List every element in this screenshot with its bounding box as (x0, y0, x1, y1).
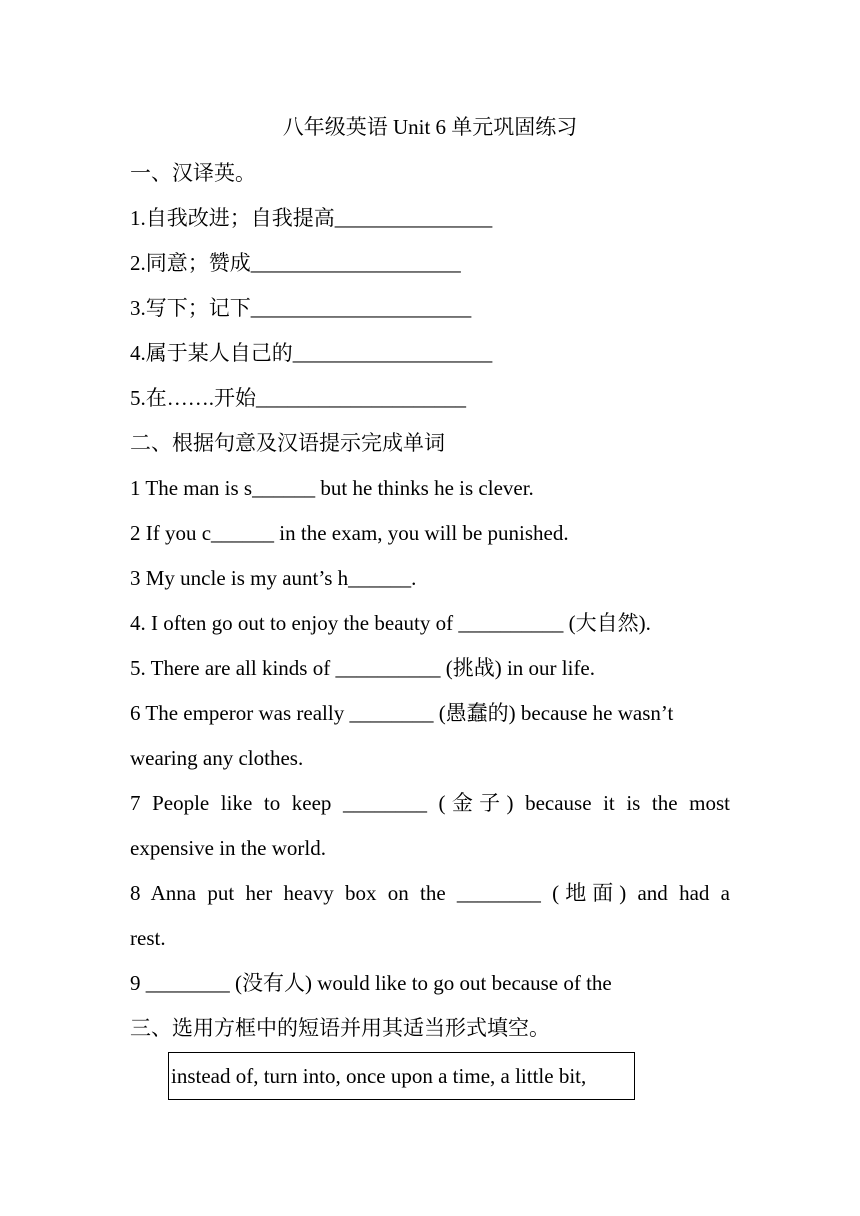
section-2-item-9: 9 ________ (没有人) would like to go out because of the (130, 971, 612, 995)
phrase-box: instead of, turn into, once upon a time, a little bit, (168, 1052, 635, 1100)
section-2-item-5: 5. There are all kinds of __________ (挑战) in our life. (130, 656, 596, 680)
section-3-heading: 三、选用方框中的短语并用其适当形式填空。 (130, 1016, 550, 1040)
section-2-item-1: 1 The man is s______ but he thinks he is clever. (130, 476, 534, 500)
page-title: 八年级英语 Unit 6 单元巩固练习 (282, 115, 578, 139)
section-2-item-3: 3 My uncle is my aunt’s h______. (130, 566, 417, 590)
section-1-item-2: 2.同意；赞成____________________ (130, 251, 461, 275)
section-1-item-3: 3.写下；记下_____________________ (130, 296, 472, 320)
section-1-heading: 一、汉译英。 (130, 161, 256, 185)
section-1-item-1: 1.自我改进；自我提高_______________ (130, 206, 493, 230)
section-2-item-7: 7 People like to keep ________ (金子) because it is the most (130, 791, 730, 815)
section-2-item-4: 4. I often go out to enjoy the beauty of __________ (大自然). (130, 611, 651, 635)
section-1-item-4: 4.属于某人自己的___________________ (130, 341, 493, 365)
section-2-heading: 二、根据句意及汉语提示完成单词 (130, 431, 445, 455)
section-2-item-8: 8 Anna put her heavy box on the ________ (地面) and had a (130, 881, 730, 905)
section-2-item-6: 6 The emperor was really ________ (愚蠢的) because he wasn’t (130, 701, 674, 725)
section-1-item-5: 5.在…….开始____________________ (130, 386, 466, 410)
section-2-item-7-cont: expensive in the world. (130, 836, 326, 860)
section-2-item-8-cont: rest. (130, 926, 166, 950)
section-2-item-6-cont: wearing any clothes. (130, 746, 304, 770)
section-2-item-2: 2 If you c______ in the exam, you will be punished. (130, 521, 569, 545)
